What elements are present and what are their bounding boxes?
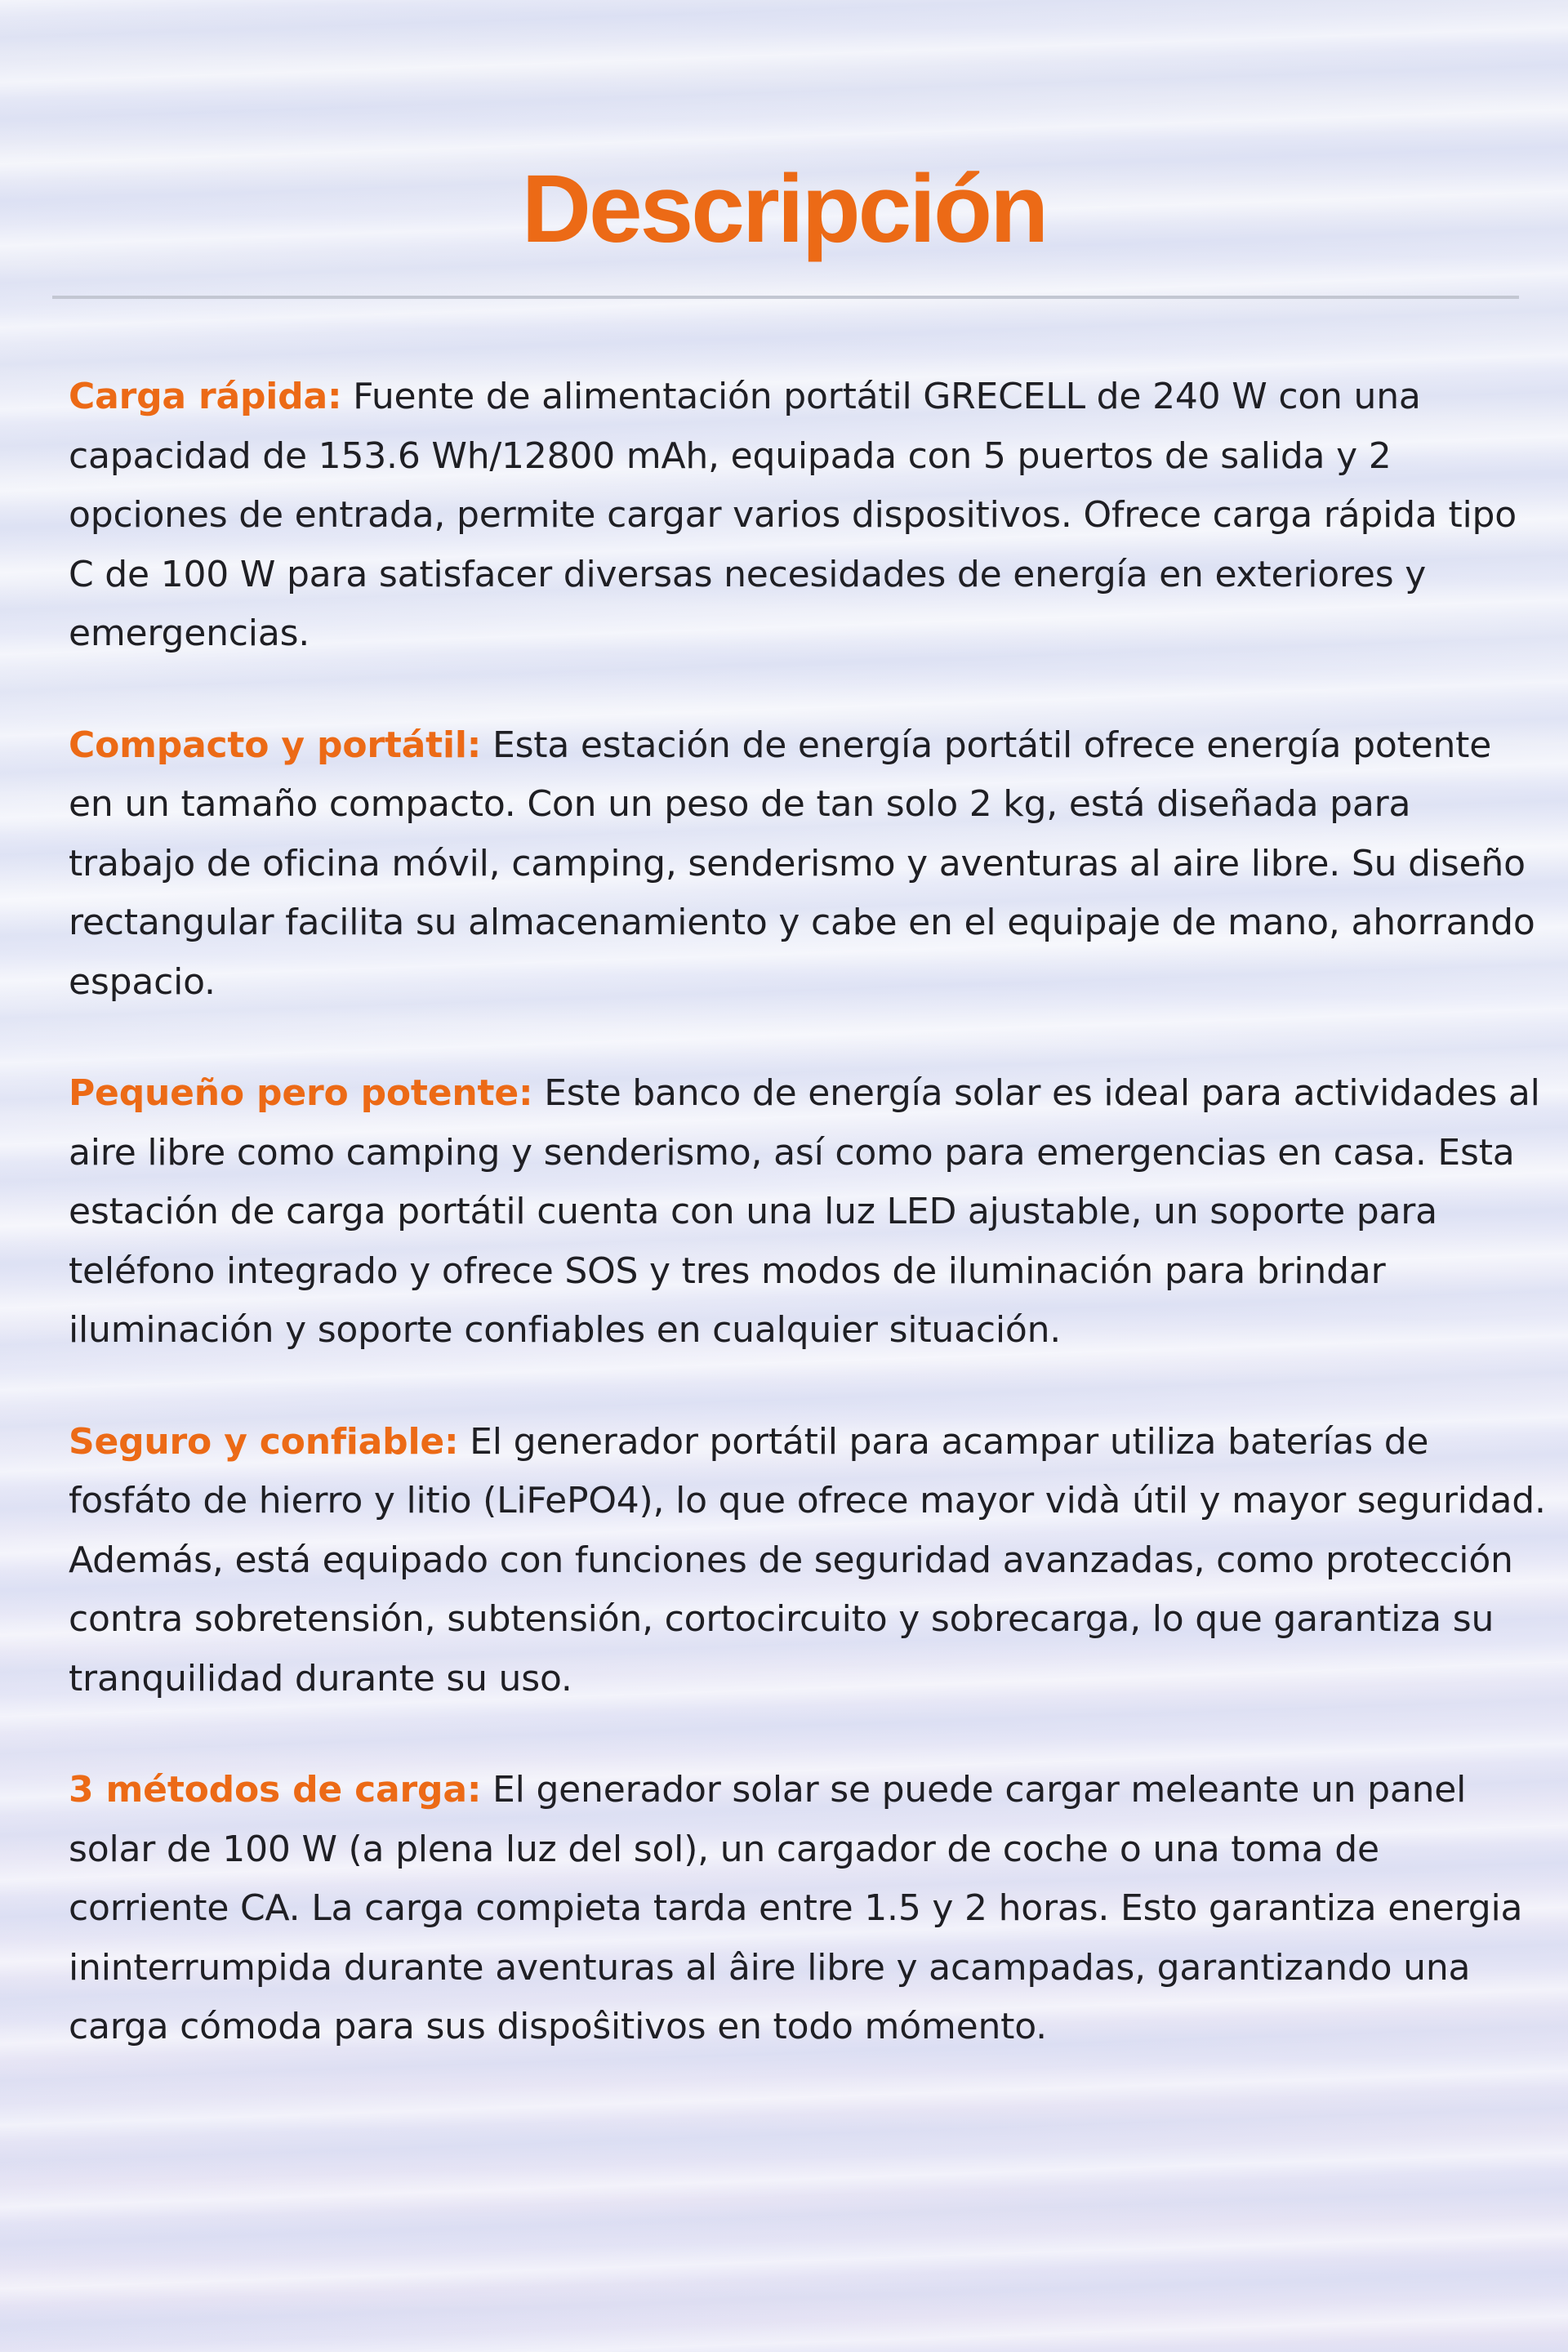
section-body: Fuente de alimentación portátil GRECELL de 240 W con una capacidad de 153.6 Wh/12800 mAh, equipada con 5 puertos de salida y 2 opciones de entrada, permite cargar varios dispositivos. Ofrece carga rápida tipo C de 100 W para satisfacer diversas necesidades de energía en exteriores y emergencias. <box>69 376 1517 654</box>
section-safe-reliable <box>69 1413 1547 1709</box>
section-body: El generador portátil para acampar utiliza baterías de fosfáto de hierro y litio (LiFePO4), lo que ofrece mayor vidà útil y mayor seguridad. Además, está equipado con funciones de seguridad avanzadas, como protección contra sobretensión, subtensión, cortocircuito y sobrecarga, lo que garantiza su tranquilidad durante su uso. <box>69 1420 1546 1699</box>
section-body: Esta estación de energía portátil ofrece energía potente en un tamaño compacto. Con un peso de tan solo 2 kg, está diseñada para trabajo de oficina móvil, camping, senderismo y aventuras al aire libre. Su diseño rectangular facilita su almacenamiento y cabe en el equipaje de mano, ahorrando espacio. <box>69 724 1535 1003</box>
section-small-powerful <box>69 1064 1547 1361</box>
section-heading: Compacto y portátil: <box>69 724 482 766</box>
section-fast-charging <box>69 368 1547 664</box>
description-content <box>69 368 1547 2109</box>
section-heading: Pequeño pero potente: <box>69 1072 533 1114</box>
section-heading: Carga rápida: <box>69 376 342 417</box>
title-divider <box>52 296 1519 299</box>
section-body: El generador solar se puede cargar meleante un panel solar de 100 W (a plena luz del sol), un cargador de coche o una toma de corriente CA. La carga compieta tarda entre 1.5 y 2 horas. Esto garantiza energia ininterrumpida durante aventuras al âire libre y acampadas, garantizando una carga cómoda para sus dispoŝitivos en todo mómento. <box>69 1769 1523 2047</box>
section-heading: 3 métodos de carga: <box>69 1769 482 1811</box>
section-heading: Seguro y confiable: <box>69 1420 459 1463</box>
page-title: Descripción <box>521 155 1047 264</box>
section-body: Este banco de energía solar es ideal para actividades al aire libre como camping y senderismo, así como para emergencias en casa. Esta estación de carga portátil cuenta con una luz LED ajustable, un soporte para teléfono integrado y ofrece SOS y tres modos de iluminación para brindar iluminación y soporte confiables en cualquier situación. <box>69 1072 1540 1351</box>
section-charging-methods <box>69 1761 1547 2057</box>
section-compact-portable <box>69 716 1547 1013</box>
